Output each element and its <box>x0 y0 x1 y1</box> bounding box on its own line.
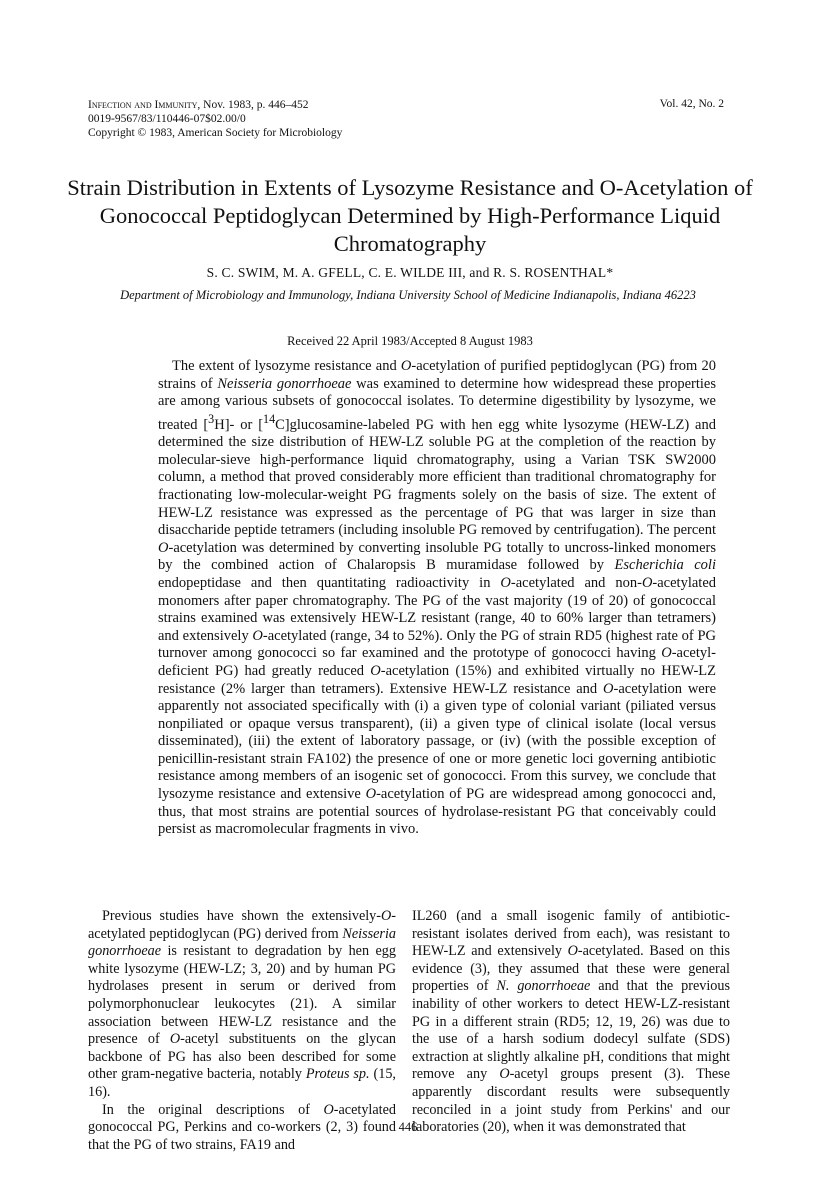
affiliation: Department of Microbiology and Immunology, Indiana University School of Medicine Indianapolis, Indiana 46223 <box>120 288 696 302</box>
body-column-left <box>88 908 396 1154</box>
intro-paragraph-1: Previous studies have shown the extensively-O-acetylated peptidoglycan (PG) derived from Neisseria gonorrhoeae is resistant to degradation by hen egg white lysozyme (HEW-LZ; 3, 20) and by human PG hydrolases present in serum or derived from polymorphonuclear leukocytes (21). A similar association between HEW-LZ resistance and the presence of O-acetyl substituents on the glycan backbone of PG has also been described for some other gram-negative bacteria, notably Proteus sp. (15, 16). <box>88 908 396 1100</box>
journal-citation <box>88 98 342 112</box>
article-title: Strain Distribution in Extents of Lysozyme Resistance and O-Acetylation of Gonococcal Peptidoglycan Determined by High-Performance Liquid Chromatography <box>67 175 753 256</box>
page-number: 446 <box>398 1120 418 1134</box>
received-dates: Received 22 April 1983/Accepted 8 August 1983 <box>287 334 533 348</box>
journal-name: Infection and Immunity <box>88 99 198 111</box>
volume-info: Vol. 42, No. 2 <box>659 98 724 110</box>
issue-info: , Nov. 1983, p. 446–452 <box>197 99 309 111</box>
journal-header <box>88 98 342 140</box>
abstract: The extent of lysozyme resistance and O-acetylation of purified peptidoglycan (PG) from 20 strains of Neisseria gonorrhoeae was examined to determine how widespread these properties are among various subsets of gonococcal isolates. To determine digestibility by lysozyme, we treated [$^3$H]- or [$^{14}$C]glucosamine-labeled PG with hen egg white lysozyme (HEW-LZ) and determined the size distribution of HEW-LZ soluble PG at the completion of the reaction by molecular-sieve high-performance liquid chromatography, using a Varian TSK SW2000 column, a method that proved considerably more efficient than traditional chromatography for fractionating low-molecular-weight PG fragments solely on the basis of size. The extent of HEW-LZ resistance was expressed as the percentage of PG that was larger in size than disaccharide peptide tetramers (including insoluble PG removed by centrifugation). The percent O-acetylation was determined by converting insoluble PG totally to uncross-linked monomers by the combined action of Chalaropsis B muramidase followed by Escherichia coli endopeptidase and then quantitating radioactivity in O-acetylated and non-O-acetylated monomers after paper chromatography. The PG of the vast majority (19 of 20) of gonococcal strains examined was extensively HEW-LZ resistant (range, 40 to 60% larger than tetramers) and extensively O-acetylated (range, 34 to 52%). Only the PG of strain RD5 (highest rate of PG turnover among gonococci so far examined and the prototype of gonococci having O-acetyl-deficient PG) had greatly reduced O-acetylation (15%) and exhibited virtually no HEW-LZ resistance (2% larger than tetramers). Extensive HEW-LZ resistance and O-acetylation were apparently not associated specifically with (i) a given type of colonial variant (piliated versus nonpiliated or opaque versus transparent), (ii) a given type of clinical isolate (local versus disseminated), (iii) the extent of laboratory passage, or (iv) (with the possible exception of penicillin-resistant strain FA102) the presence of one or more genetic loci governing antibiotic resistance among members of an isogenic set of gonococci. From this survey, we conclude that lysozyme resistance and extensive O-acetylation of PG are widespread among gonococci and, thus, that most strains are potential sources of hydrolase-resistant PG that conceivably could persist as macromolecular fragments in vivo. <box>158 358 717 838</box>
intro-paragraph-2: In the original descriptions of O-acetylated gonococcal PG, Perkins and co-workers (2, 3) found that the PG of two strains, FA19 and <box>88 1101 396 1153</box>
body-column-right <box>412 908 730 1137</box>
author-list: S. C. SWIM, M. A. GFELL, C. E. WILDE III, and R. S. ROSENTHAL* <box>206 265 614 280</box>
intro-paragraph-continued: IL260 (and a small isogenic family of antibiotic-resistant isolates derived from each), was resistant to HEW-LZ and extensively O-acetylated. Based on this evidence (3), they assumed that these were general properties of N. gonorrhoeae and that the previous inability of other workers to detect HEW-LZ-resistant PG in a different strain (RD5; 12, 19, 26) was due to the use of a harsh sodium dodecyl sulfate (SDS) extraction at slightly alkaline pH, conditions that might remove any O-acetyl groups present (3). These apparently discordant results were subsequently reconciled in a joint study from Perkins' and our laboratories (20), when it was demonstrated that <box>412 908 730 1136</box>
article-code: 0019-9567/83/110446-07$02.00/0 <box>88 113 246 125</box>
copyright-line: Copyright © 1983, American Society for Microbiology <box>88 127 343 139</box>
